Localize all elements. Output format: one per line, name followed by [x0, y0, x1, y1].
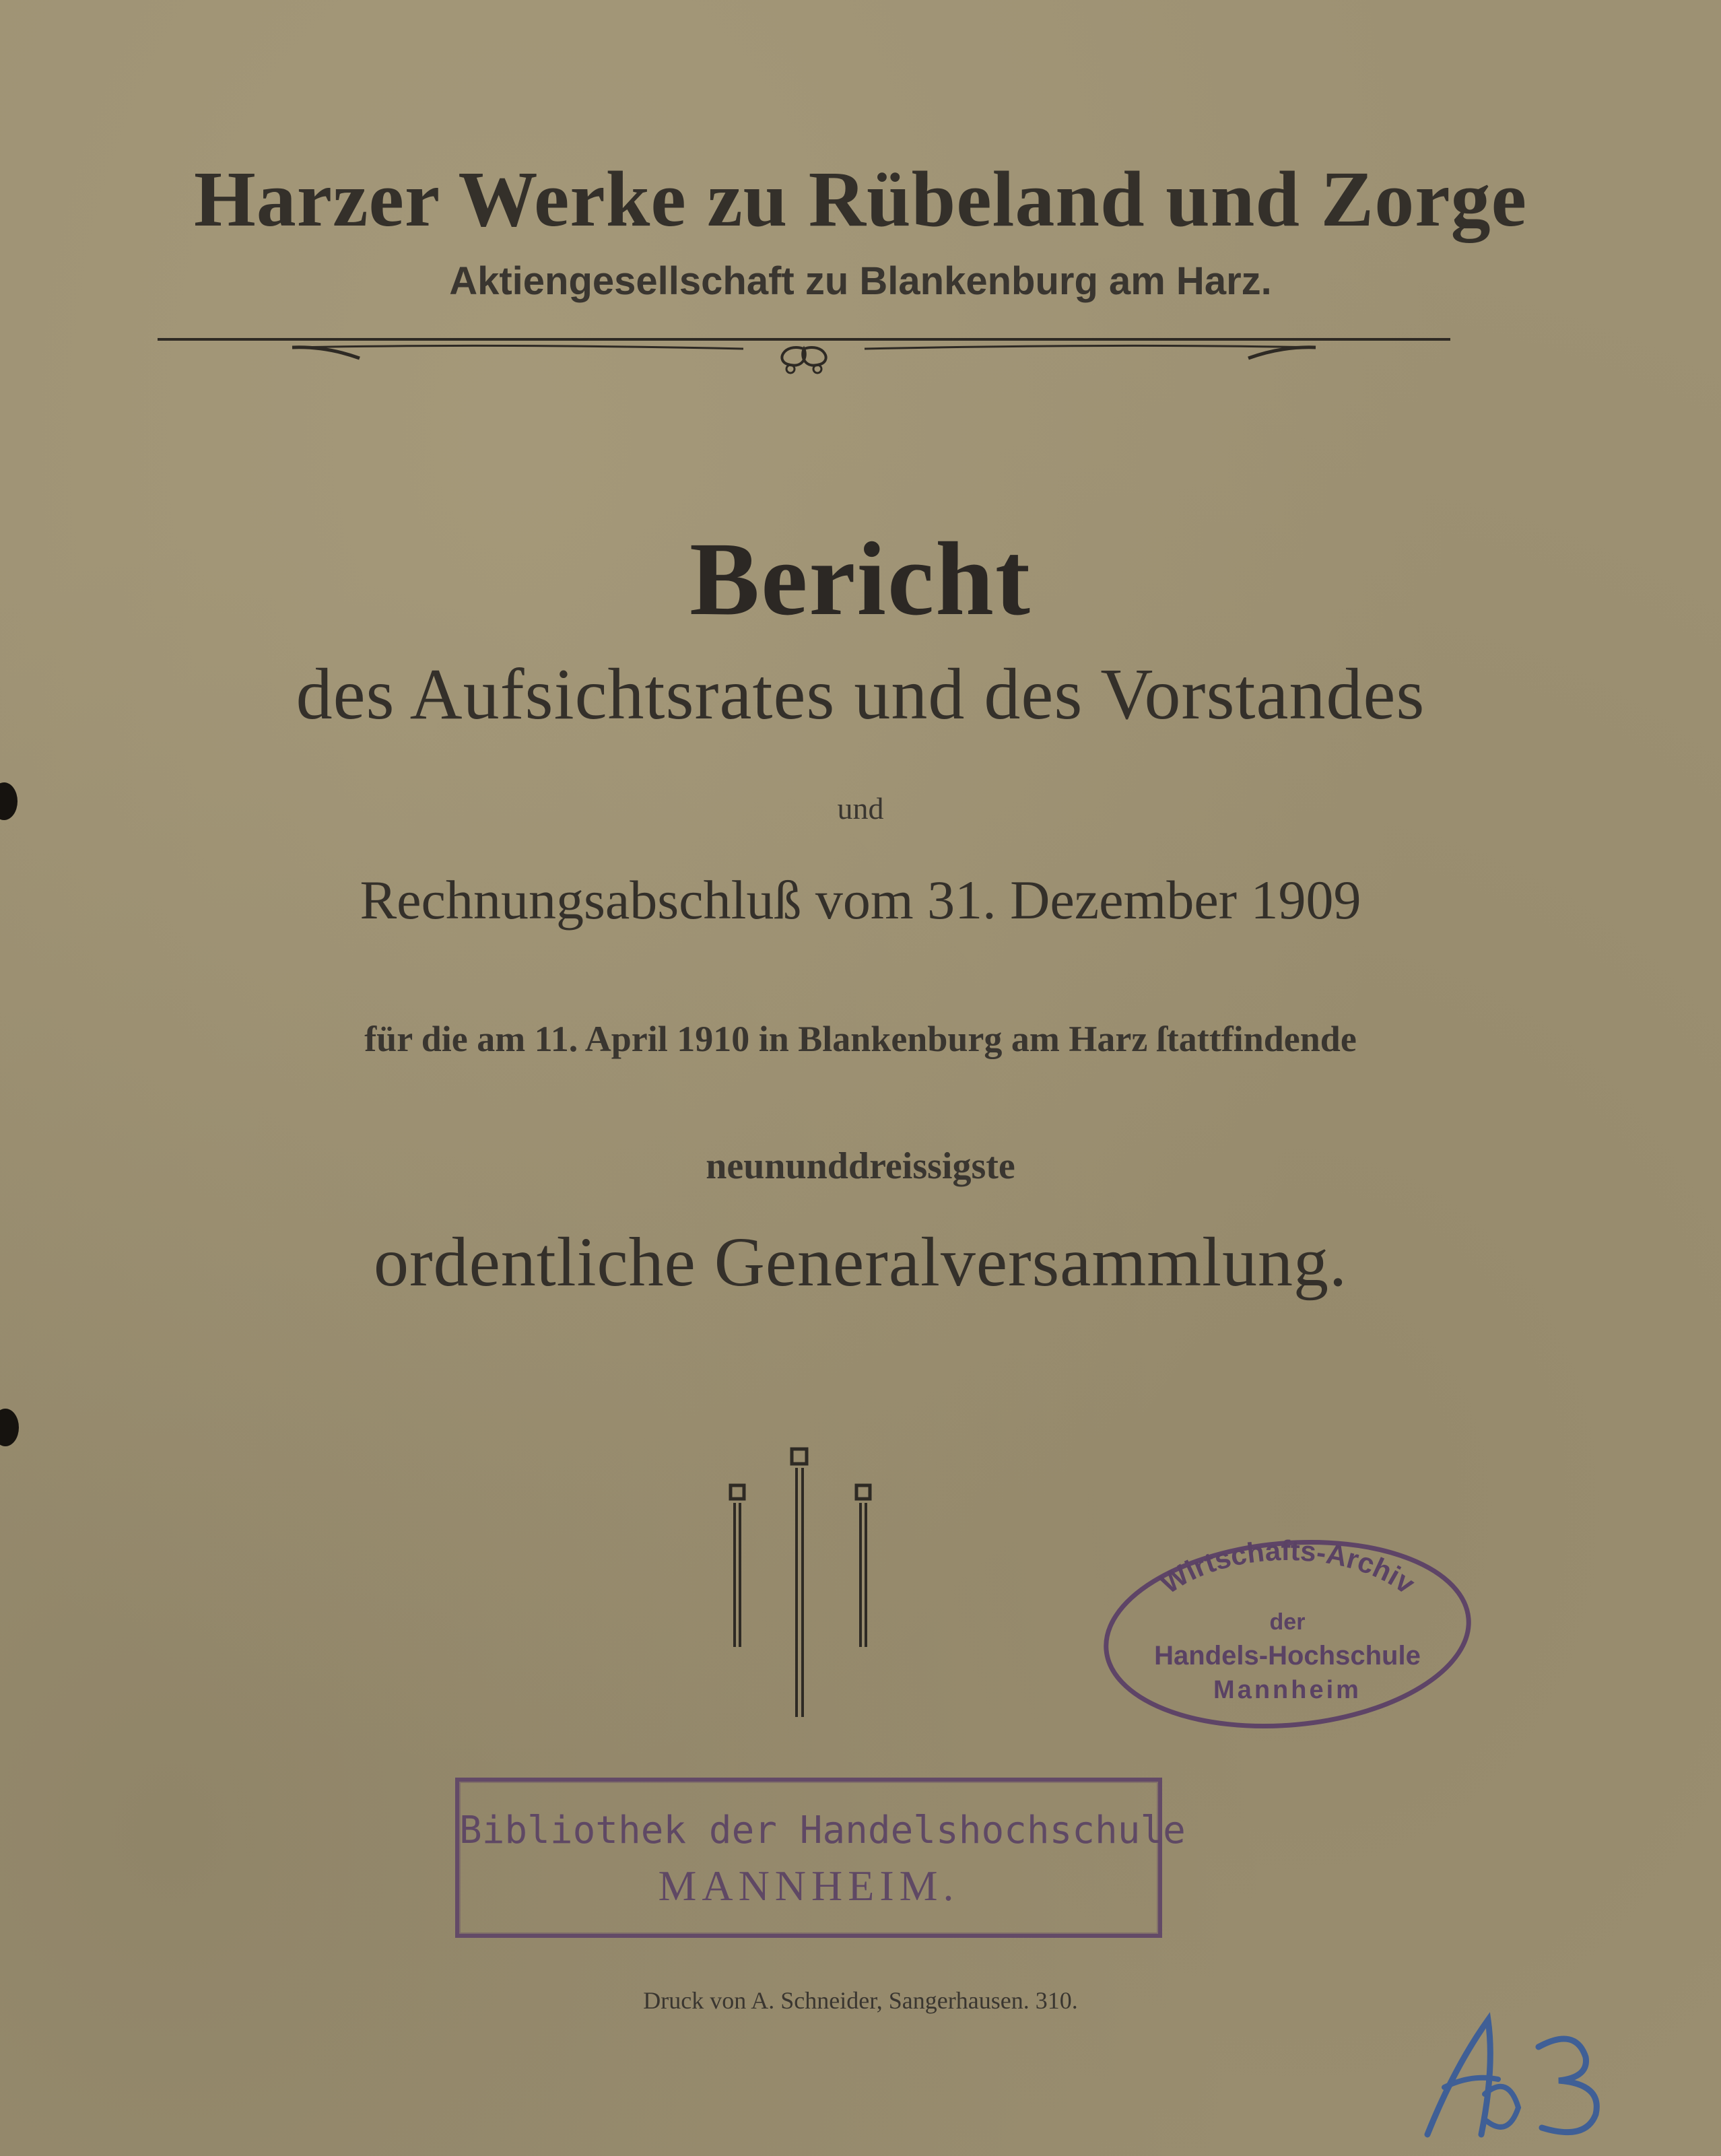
- annual-closing-line: Rechnungsabschluß vom 31. Dezember 1909: [360, 869, 1361, 931]
- pillar-emblem-icon: [714, 1441, 889, 1724]
- company-name: Harzer Werke zu Rübeland und Zorge: [194, 155, 1527, 243]
- company-subtitle: Aktiengesellschaft zu Blankenburg am Harz.: [449, 259, 1272, 303]
- library-stamp-line2: MANNHEIM.: [658, 1862, 959, 1910]
- report-title: Bericht: [689, 520, 1032, 637]
- ornament-divider-icon: [158, 329, 1450, 382]
- printer-imprint: Druck von A. Schneider, Sangerhausen. 310.: [643, 1987, 1078, 2014]
- archive-oval-stamp: [1099, 1537, 1476, 1732]
- stamp-line-city: Mannheim: [1213, 1676, 1361, 1704]
- stamp-line-der: der: [1269, 1609, 1306, 1635]
- meeting-ordinal: neununddreissigste: [706, 1145, 1015, 1187]
- punch-hole-lower: [0, 1409, 19, 1446]
- stamp-line-hochschule: Handels-Hochschule: [1154, 1641, 1421, 1671]
- meeting-date-line: für die am 11. April 1910 in Blankenburg am Harz ſtattfindende: [364, 1019, 1357, 1059]
- general-assembly-title: ordentliche Generalversammlung.: [373, 1223, 1348, 1301]
- handwritten-shelfmark: [1407, 2007, 1636, 2141]
- library-stamp-line1: Bibliothek der Handelshochschule: [459, 1809, 1186, 1852]
- stamp-arc-text: Wirtschafts-Archiv: [1155, 1537, 1421, 1601]
- conjunction-text: und: [837, 791, 884, 826]
- library-rect-stamp: [455, 1778, 1186, 1938]
- report-subtitle: des Aufsichtsrates und des Vorstandes: [296, 654, 1425, 735]
